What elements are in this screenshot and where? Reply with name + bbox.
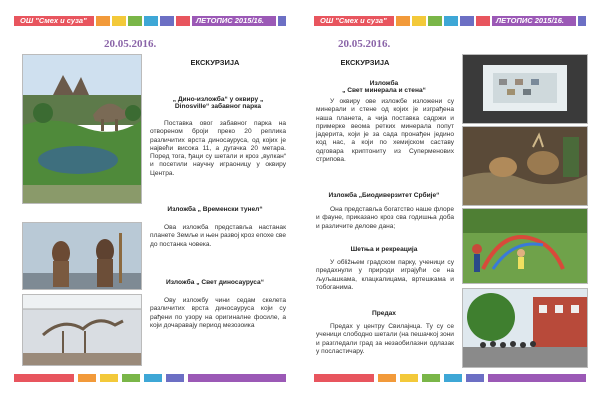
time-tunnel-paragraph: Ова изложба представља настанак планете Земље и њен развој кроз епохе све до постанка човека. (150, 224, 286, 248)
bar-segment-orange (396, 16, 410, 26)
bar-segment-end (578, 16, 586, 26)
bottom-segment-red (14, 374, 74, 382)
biodiversity-text (316, 206, 454, 231)
bottom-segment-red (314, 374, 374, 382)
top-color-bar-right (314, 16, 586, 26)
dino-park-heading (148, 96, 288, 110)
top-color-bar (14, 16, 286, 26)
walk-heading: Шетња и рекреација (350, 246, 418, 253)
walk-text (316, 259, 454, 292)
page-date: 20.05.2016. (104, 38, 157, 50)
dino-world-paragraph: Ову изложбу чини седам скелета различитих врста диносауруса који су рађени по узору на оригиналне фосиле, а који дочаравају период мезозоика (150, 297, 286, 329)
minerals-heading (314, 80, 454, 94)
bar-segment-end (278, 16, 286, 26)
bottom-segment-indigo (166, 374, 184, 382)
dino-world-photo (22, 294, 142, 366)
dino-world-text (150, 297, 286, 330)
time-tunnel-photo (22, 222, 142, 290)
lunch-paragraph: Предах у центру Свилајнца. Ту су се ученици слободно шетали (на пешачкој зони и разгледали град за незаобилазни одлазак у посластичару. (316, 323, 454, 355)
bar-segment-yellow (412, 16, 426, 26)
bar-segment-orange (96, 16, 110, 26)
lunch-heading: Предах (372, 310, 396, 317)
minerals-text (316, 98, 454, 164)
bottom-segment-yellow (100, 374, 118, 382)
minerals-paragraph: У оквиру ове изложбе изложени су минерали и стене од којих је изграђена наша планета, а чија поставка садржи и примерке веома ретких минерала попут јадерита, који је за сада пронађен једино код нас, а који по хемијском саставу одговара криптониту из Суперменових стрипова. (316, 98, 454, 164)
bar-segment-indigo (160, 16, 174, 26)
section-title: ЕКСКУРЗИЈА (190, 58, 240, 67)
page-date-right: 20.05.2016. (338, 38, 391, 50)
dino-world-heading: Изложба „ Свет диносауруса“ (165, 279, 265, 286)
biodiversity-photo (462, 126, 588, 206)
minerals-heading-line2: „ Свет минерала и стена“ (342, 87, 426, 94)
bottom-segment-blue (444, 374, 462, 382)
bar-segment-blue (144, 16, 158, 26)
biodiversity-heading: Изложба „Биодиверзитет Србије“ (328, 192, 440, 199)
bottom-color-bar-right (314, 374, 586, 382)
dino-park-heading-line2: Dinosville“ забавног парка (174, 103, 262, 110)
school-name-right: ОШ "Смех и суза" (320, 16, 387, 25)
bottom-segment-purple (188, 374, 286, 382)
bottom-segment-blue (144, 374, 162, 382)
bar-segment-red2 (176, 16, 190, 26)
dino-park-paragraph: Поставка овог забавног парка на отвореном броји преко 20 реплика различитих врста диносауруса, од којих је највећи висока 11, а дугачка 20 метара. Поред тога, ђаци су шетали и кроз „вулкан“ и посетили научну играоницу у оквиру Центра. (150, 120, 286, 177)
bar-segment-yellow (112, 16, 126, 26)
lunch-text (316, 323, 454, 356)
bottom-segment-green (122, 374, 140, 382)
chronicle-label: ЛЕТОПИС 2015/16. (196, 16, 264, 25)
minerals-photo (462, 54, 588, 124)
dino-park-photo (22, 54, 142, 204)
bottom-segment-orange (78, 374, 96, 382)
chronicle-label-right: ЛЕТОПИС 2015/16. (496, 16, 564, 25)
town-photo (462, 288, 588, 368)
section-title-right: ЕКСКУРЗИЈА (340, 58, 390, 67)
bottom-segment-purple (488, 374, 586, 382)
dino-park-text (150, 120, 286, 178)
bottom-color-bar (14, 374, 286, 382)
right-page (300, 0, 600, 400)
bottom-segment-yellow (400, 374, 418, 382)
bar-segment-green (428, 16, 442, 26)
park-photo (462, 208, 588, 284)
bottom-segment-orange (378, 374, 396, 382)
biodiversity-paragraph: Она представља богатство наше флоре и фауне, приказано кроз сва годишња доба и различите делове дана; (316, 206, 454, 230)
time-tunnel-text (150, 224, 286, 249)
minerals-heading-line1: Изложба (369, 80, 399, 87)
dino-park-heading-line1: „ Дино-изложба“ у оквиру „ (172, 96, 264, 103)
school-name: ОШ "Смех и суза" (20, 16, 87, 25)
bottom-segment-indigo (466, 374, 484, 382)
bottom-segment-green (422, 374, 440, 382)
bar-segment-red2 (476, 16, 490, 26)
bar-segment-green (128, 16, 142, 26)
walk-paragraph: У обližњем градском парку, ученици су предахнули у природи играјући се на љуљашкама, клацкалицама, вртешкама и тобоганима. (316, 259, 454, 291)
bar-segment-indigo (460, 16, 474, 26)
bar-segment-blue (444, 16, 458, 26)
time-tunnel-heading: Изложба „ Временски тунел“ (167, 206, 263, 213)
